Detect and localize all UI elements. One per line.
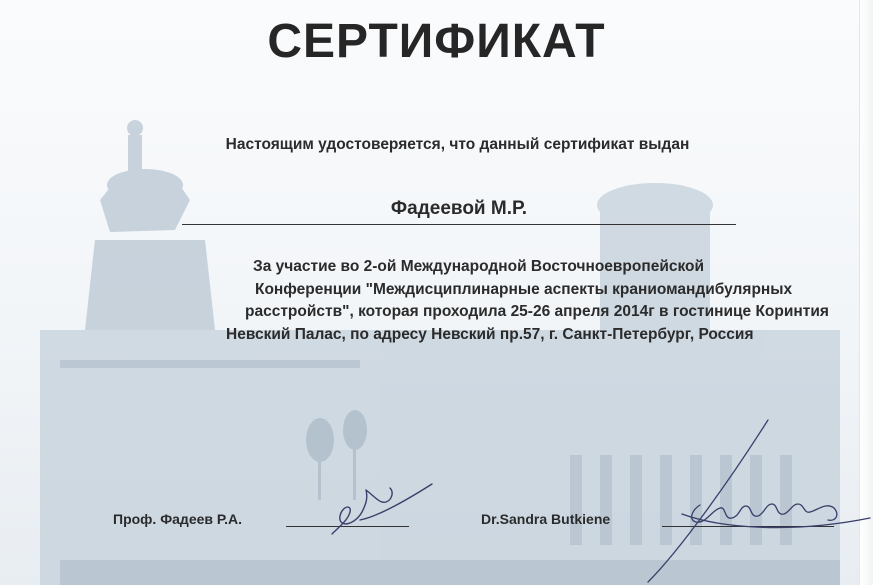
certificate-body xyxy=(226,256,873,346)
certificate-title: СЕРТИФИКАТ xyxy=(267,15,606,68)
handwritten-signature-2 xyxy=(640,410,873,585)
body-line: За участие во 2-ой Международной Восточноевропейской xyxy=(253,258,705,275)
body-line: Конференции "Междисциплинарные аспекты краниомандибулярных xyxy=(255,280,793,298)
body-line: расстройств", которая проходила 25-26 апреля 2014г в гостинице Коринтия xyxy=(245,303,829,320)
body-line: Невский Палас, по адресу Невский пр.57, г. Санкт-Петербург, Россия xyxy=(226,325,754,343)
recipient-name: Фадеевой М.Р. xyxy=(390,198,528,219)
handwritten-signature-1 xyxy=(320,476,440,546)
signatory-2-label: Dr.Sandra Butkiene xyxy=(481,511,611,527)
signatory-1-label: Проф. Фадеев Р.А. xyxy=(113,511,243,527)
intro-text: Настоящим удостоверяется, что данный сертификат выдан xyxy=(225,136,690,153)
recipient-underline xyxy=(182,224,736,225)
